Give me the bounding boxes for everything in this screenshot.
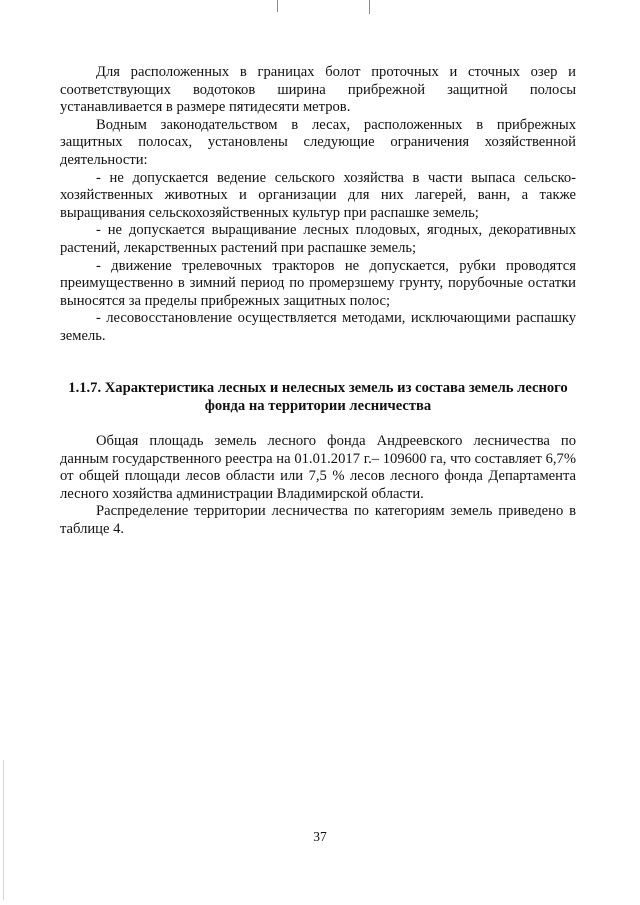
section-heading-line: фонда на территории лесничества [204,397,432,414]
section-heading [60,380,576,415]
paragraph: Общая площадь земель лесного фонда Андреевского лесничества по данным государственного реестра на 01.01.2017 г.– 109600 га, что составляет 6,7% от общей площади лесов области или 7,5 % лесов лесного фонда Департамента лесного хозяйства администрации Владимирской области. [60,433,576,502]
paragraph: Для расположенных в границах болот проточных и сточных озер и соответствующих водотоков ширина прибрежной защитной полосы устанавливается в размере пятидесяти метров. [60,64,576,116]
scan-mark [369,0,370,14]
section-heading-line: 1.1.7. Характеристика лесных и нелесных земель из состава земель лесного [68,380,568,396]
paragraph: Водным законодательством в лесах, расположенных в прибрежных защитных полосах, установлены следующие ограничения хозяйственной деятельности: [60,116,576,168]
body-text-top [60,64,576,346]
paragraph: Распределение территории лесничества по категориям земель приведено в таблице 4. [60,503,576,537]
body-text-bottom [60,433,576,539]
list-item: - движение трелевочных тракторов не допускается, рубки проводятся преимущественно в зимний период по промерзшему грунту, порубочные остатки выносятся за пределы прибрежных защитных полос; [60,257,576,309]
list-item: - не допускается ведение сельского хозяйства в части выпаса сельско-хозяйственных животных и организации для них лагерей, ванн, а также выращивания сельскохозяйственных культур при распашке земель; [60,169,576,221]
list-item: - лесовосстановление осуществляется методами, исключающими распашку земель. [60,310,576,344]
scan-mark [277,0,278,12]
page-number: 37 [313,829,327,844]
list-item: - не допускается выращивание лесных плодовых, ягодных, декоративных растений, лекарственных растений при распашке земель; [60,222,576,256]
